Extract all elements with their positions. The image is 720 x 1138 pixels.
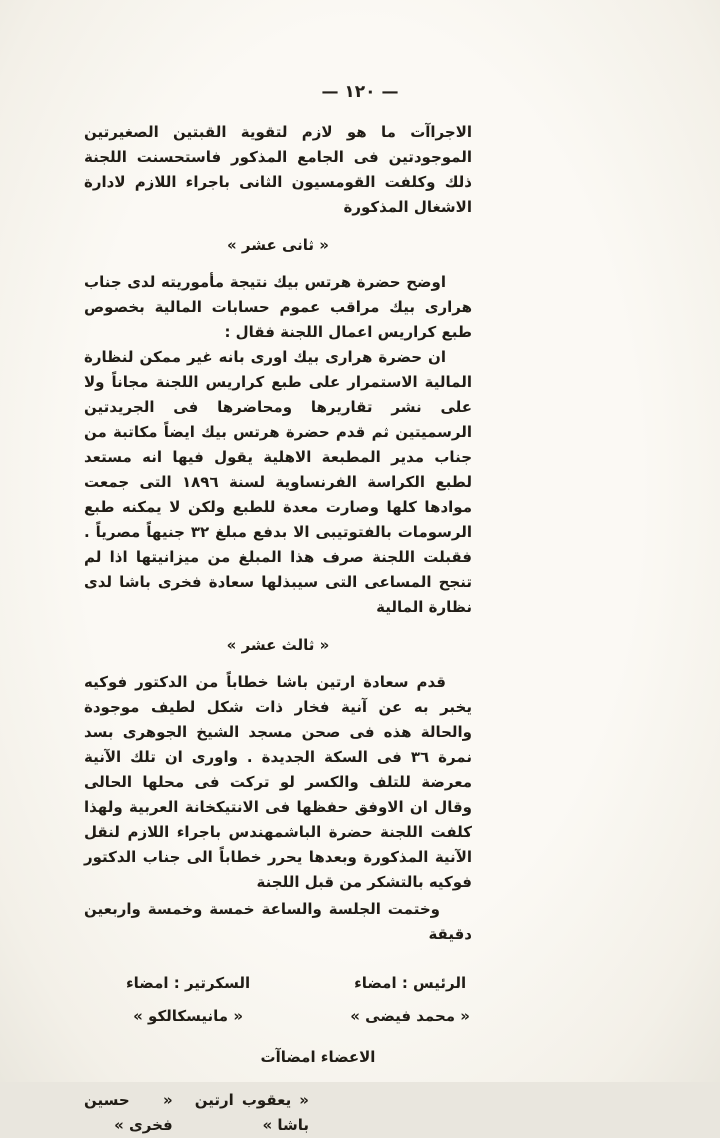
members-names-row [84, 1088, 472, 1138]
page-number: — ١٢٠ — [321, 82, 399, 102]
section-heading-thirteenth: « ثالث عشر » [226, 636, 330, 654]
president-signature-label: الرئيس : امضاء [354, 974, 467, 992]
session-closing-line: وختمت الجلسة والساعة خمسة وخمسة واربعين دقيقة [84, 900, 472, 943]
document-body [84, 120, 472, 1138]
signatures-block [84, 971, 472, 1029]
paragraph-twelfth-intro: اوضح حضرة هرتس بيك نتيجة مأموريته لدى جناب هرارى بيك مراقب عموم حسابات المالية بخصوص طبع كراريس اعمال اللجنة فقال : [84, 273, 472, 341]
member-name-hussein-fakhry: « حسين فخرى » [84, 1091, 173, 1134]
member-name-artin-pasha: « يعقوب ارتين باشا » [194, 1091, 309, 1134]
paragraph-twelfth-detail: ان حضرة هرارى بيك اورى بانه غير ممكن لنظارة المالية الاستمرار على طبع كراريس اللجنة مجاناً ولا على نشر تقاريرها ومحاضرها فى الجريدتين الرسميتين ثم قدم حضرة هرتس بيك ايضاً مكاتبة من جناب مدير المطبعة الاهلية يقول فيها انه مستعد لطبع الكراسة الفرنساوية لسنة ١٨٩٦ التى جمعت موادها كلها وصارت معدة للطبع ولكن لا يمكنه طبع الرسومات بالفتوتيبى الا بدفع مبلغ ٣٢ جنيهاً مصرياً . فقبلت اللجنة صرف هذا المبلغ من ميزانيتها اذا لم تنجح المساعى التى سيبذلها سعادة فخرى باشا لدى نظارة المالية [84, 348, 473, 616]
president-signature [350, 971, 470, 1029]
paragraph-continuation: الاجراآت ما هو لازم لتقوية القبتين الصغيرتين الموجودتين فى الجامع المذكور فاستحسنت اللجنة ذلك وكلفت القومسيون الثانى باجراء اللازم لادارة الاشغال المذكورة [84, 123, 472, 216]
section-heading-twelfth: « ثانى عشر » [227, 236, 329, 254]
secretary-signature-label: السكرتير : امضاء [126, 974, 251, 992]
secretary-signature [126, 971, 250, 1029]
secretary-name: « مانيسكالكو » [133, 1007, 244, 1025]
paragraph-thirteenth-detail: قدم سعادة ارتين باشا خطاباً من الدكتور فوكيه يخبر به عن آنية فخار ذات شكل لطيف موجودة والحالة هذه فى صحن مسجد الشيخ الجوهرى بسد نمرة ٣٦ فى السكة الجديدة . واورى ان تلك الآنية معرضة للتلف والكسر لو تركت فى محلها الحالى وقال ان الاوفق حفظها فى الانتيكخانة العربية ولهذا كلفت اللجنة حضرة الباشمهندس باجراء اللازم لنقل الآنية المذكورة وبعدها يحرر خطاباً الى جناب الدكتور فوكيه بالتشكر من قبل اللجنة [84, 673, 472, 891]
president-name: « محمد فيضى » [350, 1007, 470, 1025]
members-signatures-heading: الاعضاء امضاآت [260, 1048, 376, 1066]
